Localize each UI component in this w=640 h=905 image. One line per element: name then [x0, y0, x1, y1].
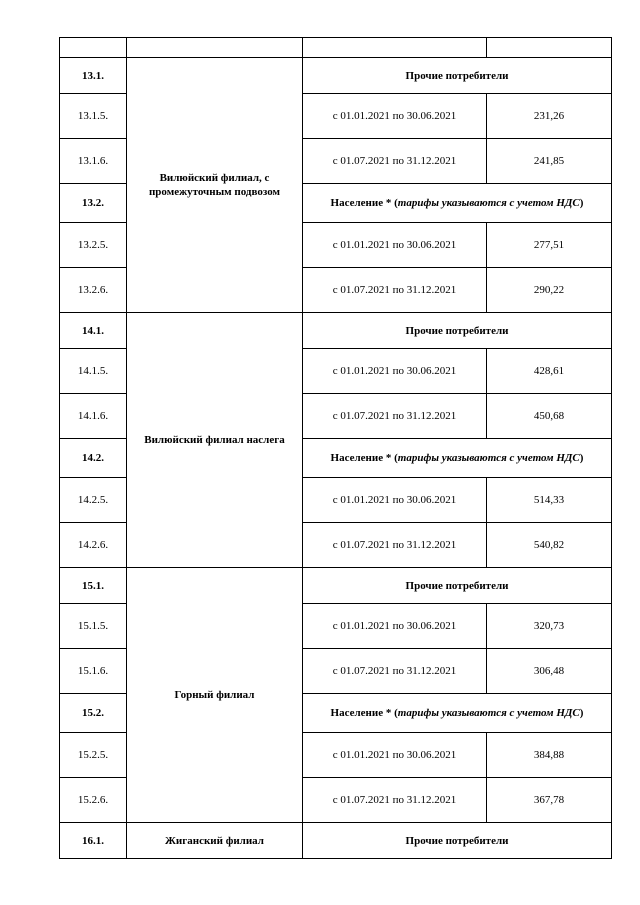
period-cell: с 01.07.2021 по 31.12.2021	[303, 139, 487, 184]
vat-note: тарифы указываются с учетом НДС	[397, 197, 580, 209]
population-label: Население * (	[330, 197, 398, 209]
tariff-value: 428,61	[487, 349, 612, 394]
tariff-value: 277,51	[487, 223, 612, 268]
tariff-value: 290,22	[487, 268, 612, 313]
tariff-value: 540,82	[487, 523, 612, 568]
period-cell: с 01.07.2021 по 31.12.2021	[303, 778, 487, 823]
period-cell: с 01.01.2021 по 30.06.2021	[303, 349, 487, 394]
table-row	[60, 823, 612, 859]
row-number: 15.2.5.	[60, 733, 127, 778]
branch-name: Горный филиал	[127, 568, 303, 823]
category-header: Прочие потребители	[303, 313, 612, 349]
population-header	[303, 184, 612, 223]
vat-note: тарифы указываются с учетом НДС	[397, 452, 580, 464]
period-cell: с 01.07.2021 по 31.12.2021	[303, 268, 487, 313]
row-number: 15.2.6.	[60, 778, 127, 823]
row-number: 13.1.6.	[60, 139, 127, 184]
row-number: 15.1.	[60, 568, 127, 604]
period-cell: с 01.01.2021 по 30.06.2021	[303, 223, 487, 268]
population-label-end: )	[579, 452, 584, 464]
row-number: 14.2.	[60, 439, 127, 478]
category-header: Прочие потребители	[303, 823, 612, 859]
period-cell: с 01.01.2021 по 30.06.2021	[303, 94, 487, 139]
tariff-value: 384,88	[487, 733, 612, 778]
period-cell: с 01.01.2021 по 30.06.2021	[303, 733, 487, 778]
population-label-end: )	[579, 197, 584, 209]
tariff-value: 231,26	[487, 94, 612, 139]
row-number: 14.2.6.	[60, 523, 127, 568]
vat-note: тарифы указываются с учетом НДС	[397, 707, 580, 719]
category-header: Прочие потребители	[303, 58, 612, 94]
row-number: 13.2.5.	[60, 223, 127, 268]
period-cell: с 01.01.2021 по 30.06.2021	[303, 478, 487, 523]
row-number: 13.1.	[60, 58, 127, 94]
tariff-value: 367,78	[487, 778, 612, 823]
row-number: 14.1.5.	[60, 349, 127, 394]
row-number: 15.2.	[60, 694, 127, 733]
period-cell: с 01.07.2021 по 31.12.2021	[303, 649, 487, 694]
table-row	[60, 58, 612, 94]
period-cell: с 01.07.2021 по 31.12.2021	[303, 523, 487, 568]
row-number: 14.1.	[60, 313, 127, 349]
branch-name: Вилюйский филиал наслега	[127, 313, 303, 568]
tariff-table	[59, 37, 612, 859]
tariff-value: 514,33	[487, 478, 612, 523]
category-header: Прочие потребители	[303, 568, 612, 604]
population-label-end: )	[579, 707, 584, 719]
tariff-value: 320,73	[487, 604, 612, 649]
row-number: 15.1.5.	[60, 604, 127, 649]
row-number: 14.2.5.	[60, 478, 127, 523]
population-label: Население * (	[330, 452, 398, 464]
population-header	[303, 694, 612, 733]
branch-name: Вилюйский филиал, с промежуточным подвозом	[127, 58, 303, 313]
row-number: 16.1.	[60, 823, 127, 859]
branch-name: Жиганский филиал	[127, 823, 303, 859]
table-row	[60, 313, 612, 349]
row-number: 14.1.6.	[60, 394, 127, 439]
population-label: Население * (	[330, 707, 398, 719]
tariff-value: 306,48	[487, 649, 612, 694]
tariff-value: 450,68	[487, 394, 612, 439]
tariff-value: 241,85	[487, 139, 612, 184]
row-number: 13.2.6.	[60, 268, 127, 313]
population-header	[303, 439, 612, 478]
row-number: 13.2.	[60, 184, 127, 223]
period-cell: с 01.07.2021 по 31.12.2021	[303, 394, 487, 439]
period-cell: с 01.01.2021 по 30.06.2021	[303, 604, 487, 649]
table-row	[60, 568, 612, 604]
continuation-row	[60, 38, 612, 58]
row-number: 15.1.6.	[60, 649, 127, 694]
row-number: 13.1.5.	[60, 94, 127, 139]
